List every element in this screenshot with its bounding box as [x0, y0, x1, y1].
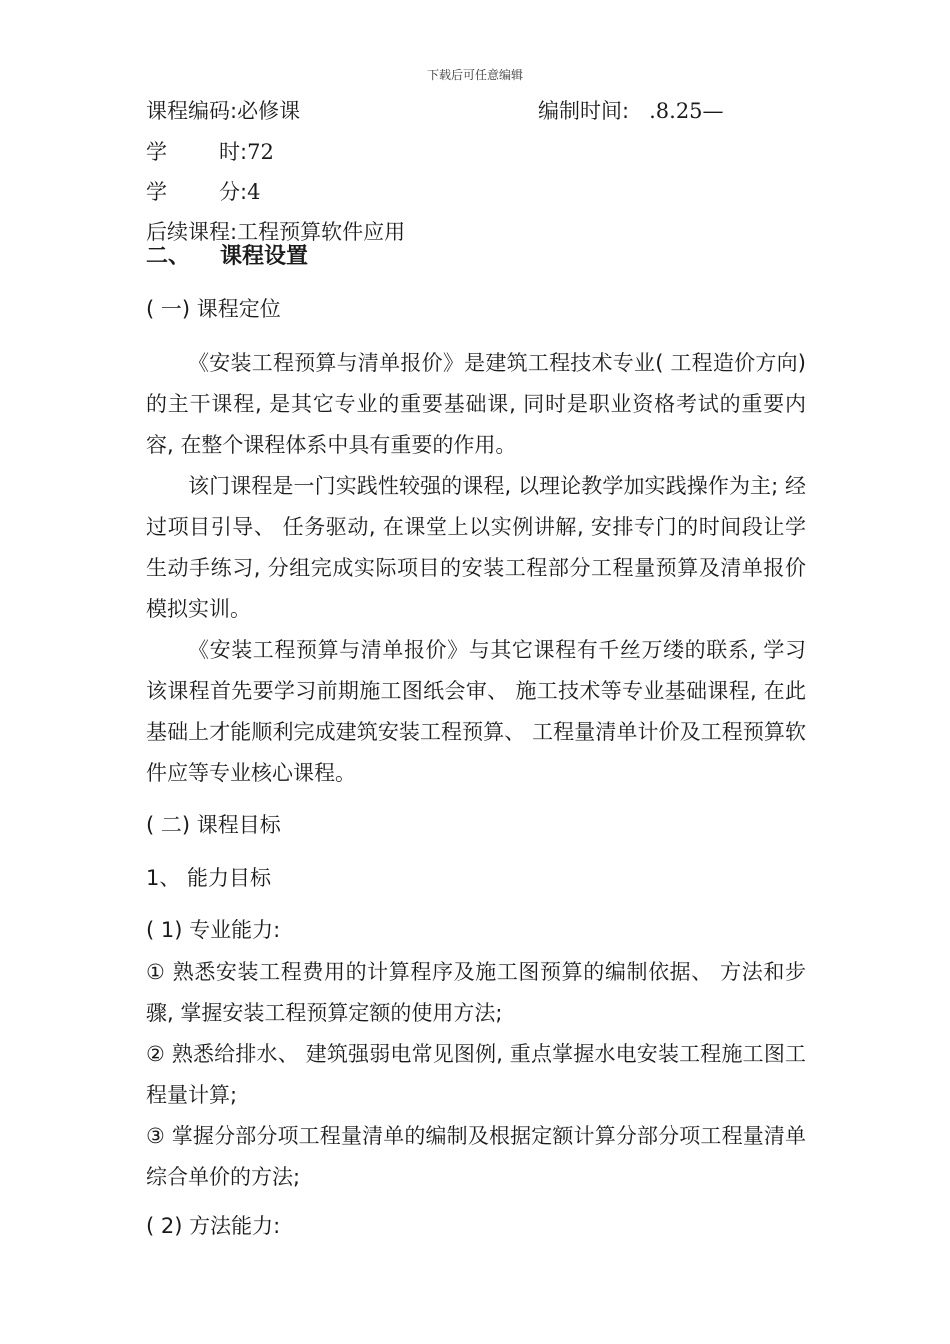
- next-course-value: 工程预算软件应用: [237, 220, 406, 244]
- next-course-label: 后续课程:: [146, 220, 238, 244]
- hours-value: 72: [247, 140, 274, 164]
- credit-value: 4: [247, 180, 261, 204]
- method-ability-heading: ( 2) 方法能力:: [146, 1214, 281, 1238]
- compile-date-label: 编制时间:: [538, 99, 630, 123]
- paragraph-1: 《安装工程预算与清单报价》是建筑工程技术专业( 工程造价方向) 的主干课程, 是其它专业的重要基础课, 同时是职业资格考试的重要内容, 在整个课程体系中具有重要的作用。: [146, 351, 806, 457]
- hours-label-a: 学: [146, 140, 167, 164]
- compile-date-value: .8.25—: [649, 99, 724, 123]
- course-code-value: 必修课: [237, 99, 301, 123]
- paragraph-3: 《安装工程预算与清单报价》与其它课程有千丝万缕的联系, 学习该课程首先要学习前期施工图纸会审、 施工技术等专业基础课程, 在此基础上才能顺利完成建筑安装工程预算、 工程量清单计价及工程预算软件应等专业核心课程。: [146, 638, 806, 785]
- list-item: ② 熟悉给排水、 建筑强弱电常见图例, 重点掌握水电安装工程施工图工程量计算;: [146, 1042, 806, 1107]
- course-code-label: 课程编码:: [146, 99, 238, 123]
- credit-label-b: 分:: [219, 180, 248, 204]
- paragraph-2: 该门课程是一门实践性较强的课程, 以理论教学加实践操作为主; 经过项目引导、 任务驱动, 在课堂上以实例讲解, 安排专门的时间段让学生动手练习, 分组完成实际项目的安装工程部分工程量预算及清单报价模拟实训。: [146, 474, 806, 621]
- list-item: ③ 掌握分部分项工程量清单的编制及根据定额计算分部分项工程量清单综合单价的方法;: [146, 1124, 806, 1189]
- subsection-positioning: ( 一) 课程定位: [146, 297, 281, 321]
- credit-label-a: 学: [146, 180, 167, 204]
- professional-ability-heading: ( 1) 专业能力:: [146, 918, 281, 942]
- course-code-row: [146, 99, 300, 123]
- subsection-goals: ( 二) 课程目标: [146, 813, 281, 837]
- credit-row: [146, 180, 260, 204]
- next-course-row: [146, 220, 405, 244]
- list-item: ① 熟悉安装工程费用的计算程序及施工图预算的编制依据、 方法和步骤, 掌握安装工程预算定额的使用方法;: [146, 960, 806, 1025]
- section-heading: [146, 245, 308, 269]
- hours-row: [146, 140, 274, 164]
- section-title: 课程设置: [220, 244, 309, 269]
- compile-date-row: [538, 99, 724, 123]
- goal-ability-heading: 1、 能力目标: [146, 866, 272, 890]
- header-note: 下载后可任意编辑: [426, 68, 523, 82]
- section-number: 二、: [146, 244, 191, 269]
- hours-label-b: 时:: [219, 140, 248, 164]
